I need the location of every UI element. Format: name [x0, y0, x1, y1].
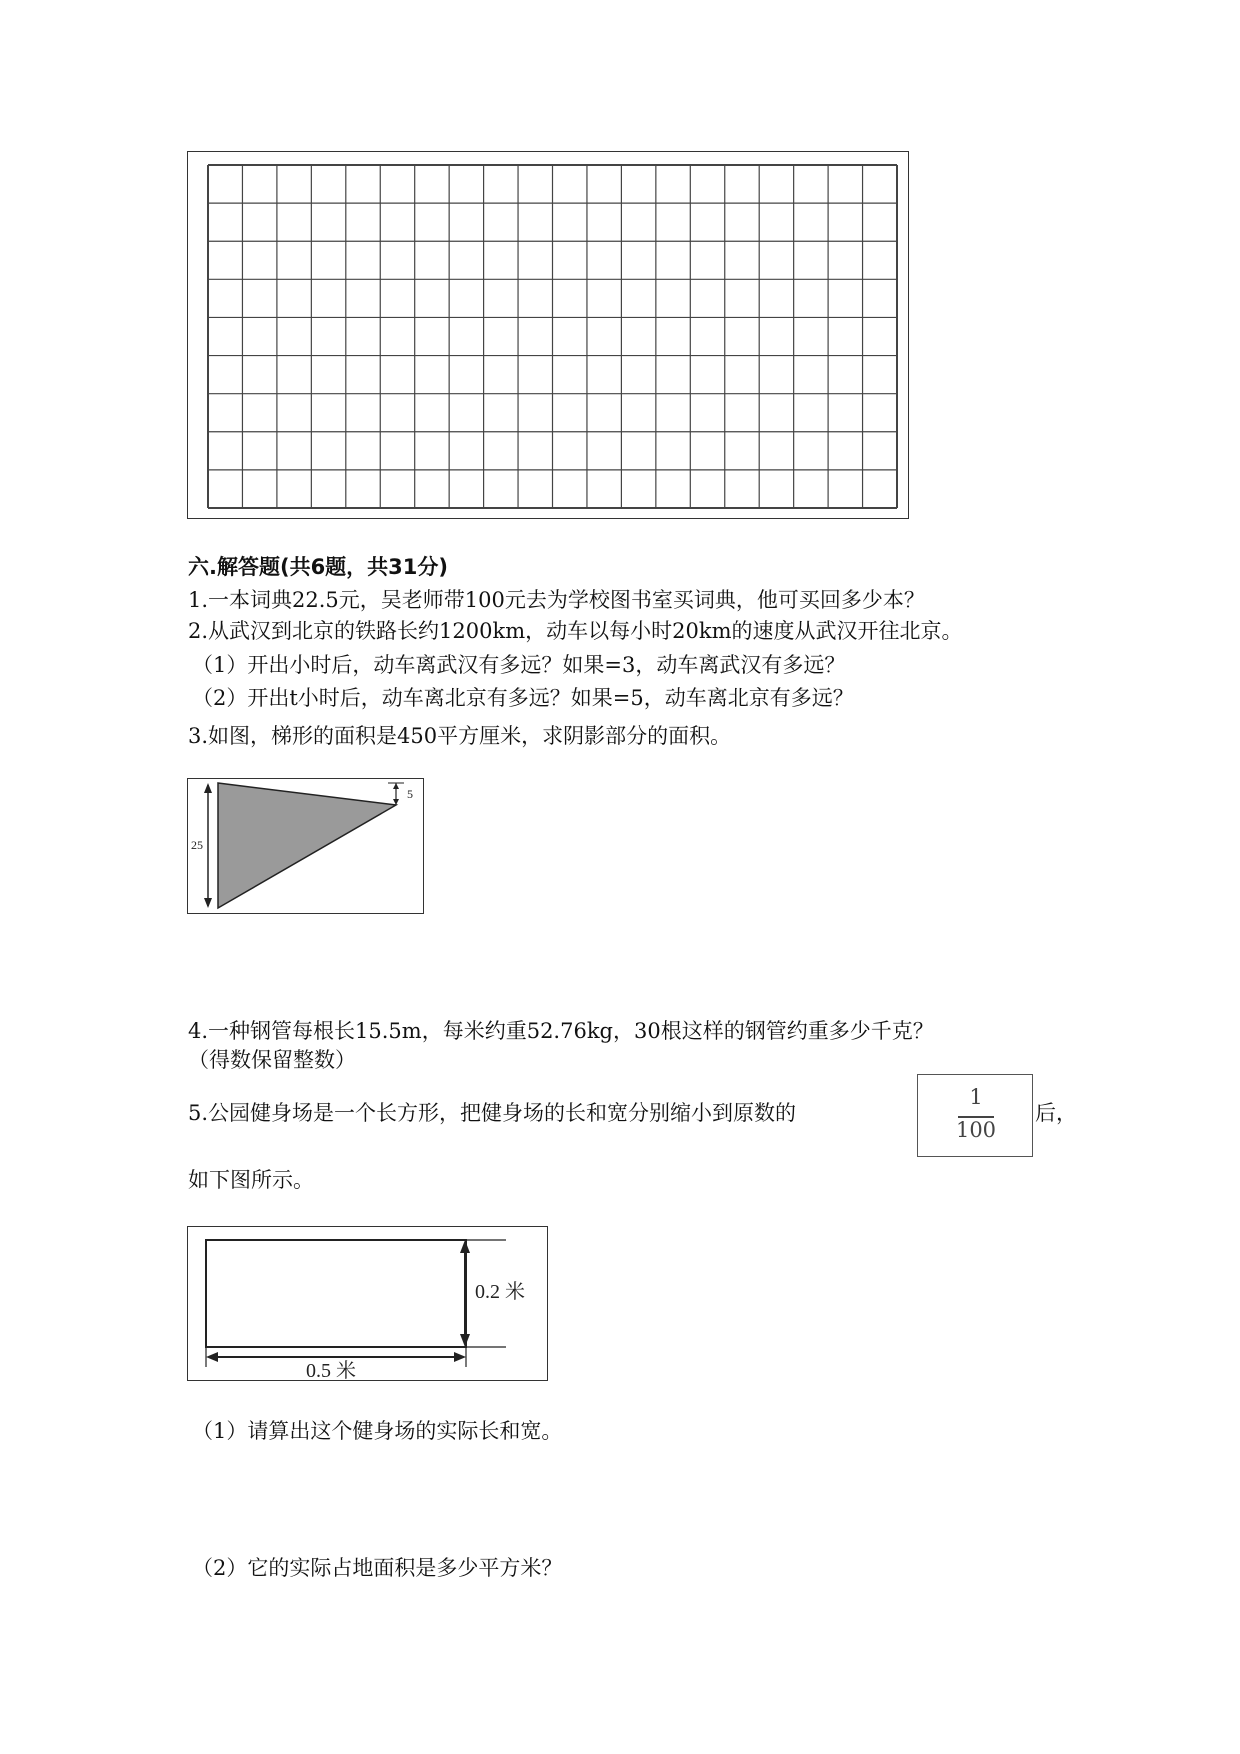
question-2-part-1: （1）开出小时后，动车离武汉有多远？如果=3，动车离武汉有多远？: [192, 653, 846, 677]
short-side-label: 5: [407, 787, 413, 801]
trapezoid-figure: [187, 778, 424, 914]
height-label: 25: [191, 838, 203, 852]
question-1: 1.一本词典22.5元，吴老师带100元去为学校图书室买词典，他可买回多少本？: [188, 588, 925, 612]
question-3: 3.如图，梯形的面积是450平方厘米，求阴影部分的面积。: [188, 724, 732, 748]
question-5-suffix: 后，: [1035, 1101, 1077, 1125]
fraction-denominator: 100: [955, 1118, 997, 1142]
question-2: 2.从武汉到北京的铁路长约1200km，动车以每小时20km的速度从武汉开往北京。: [188, 619, 963, 643]
question-5-prefix: 5.公园健身场是一个长方形，把健身场的长和宽分别缩小到原数的: [188, 1101, 797, 1125]
question-5-part-1: （1）请算出这个健身场的实际长和宽。: [192, 1419, 563, 1443]
question-2-part-2: （2）开出t小时后，动车离北京有多远？如果=5，动车离北京有多远？: [192, 686, 854, 710]
grid-paper: [188, 152, 907, 517]
fraction-box: [917, 1074, 1033, 1157]
question-5-part-2: （2）它的实际占地面积是多少平方米？: [192, 1556, 563, 1580]
rectangle-figure: [187, 1226, 548, 1381]
height-label: 0.2 米: [475, 1281, 525, 1303]
question-4-line-2: （得数保留整数）: [188, 1048, 356, 1072]
shaded-triangle: [218, 783, 396, 908]
width-label: 0.5 米: [306, 1360, 356, 1379]
fraction-numerator: 1: [969, 1085, 983, 1109]
question-4-line-1: 4.一种钢管每根长15.5m，每米约重52.76kg，30根这样的钢管约重多少千克？: [188, 1019, 934, 1043]
scaled-rectangle: [206, 1240, 466, 1347]
trapezoid-diagram: [188, 779, 422, 912]
grid-paper-figure: [187, 151, 909, 519]
rectangle-diagram: [188, 1227, 546, 1379]
section-title: 六.解答题(共6题，共31分): [188, 555, 449, 579]
question-5-line-2: 如下图所示。: [188, 1168, 314, 1192]
